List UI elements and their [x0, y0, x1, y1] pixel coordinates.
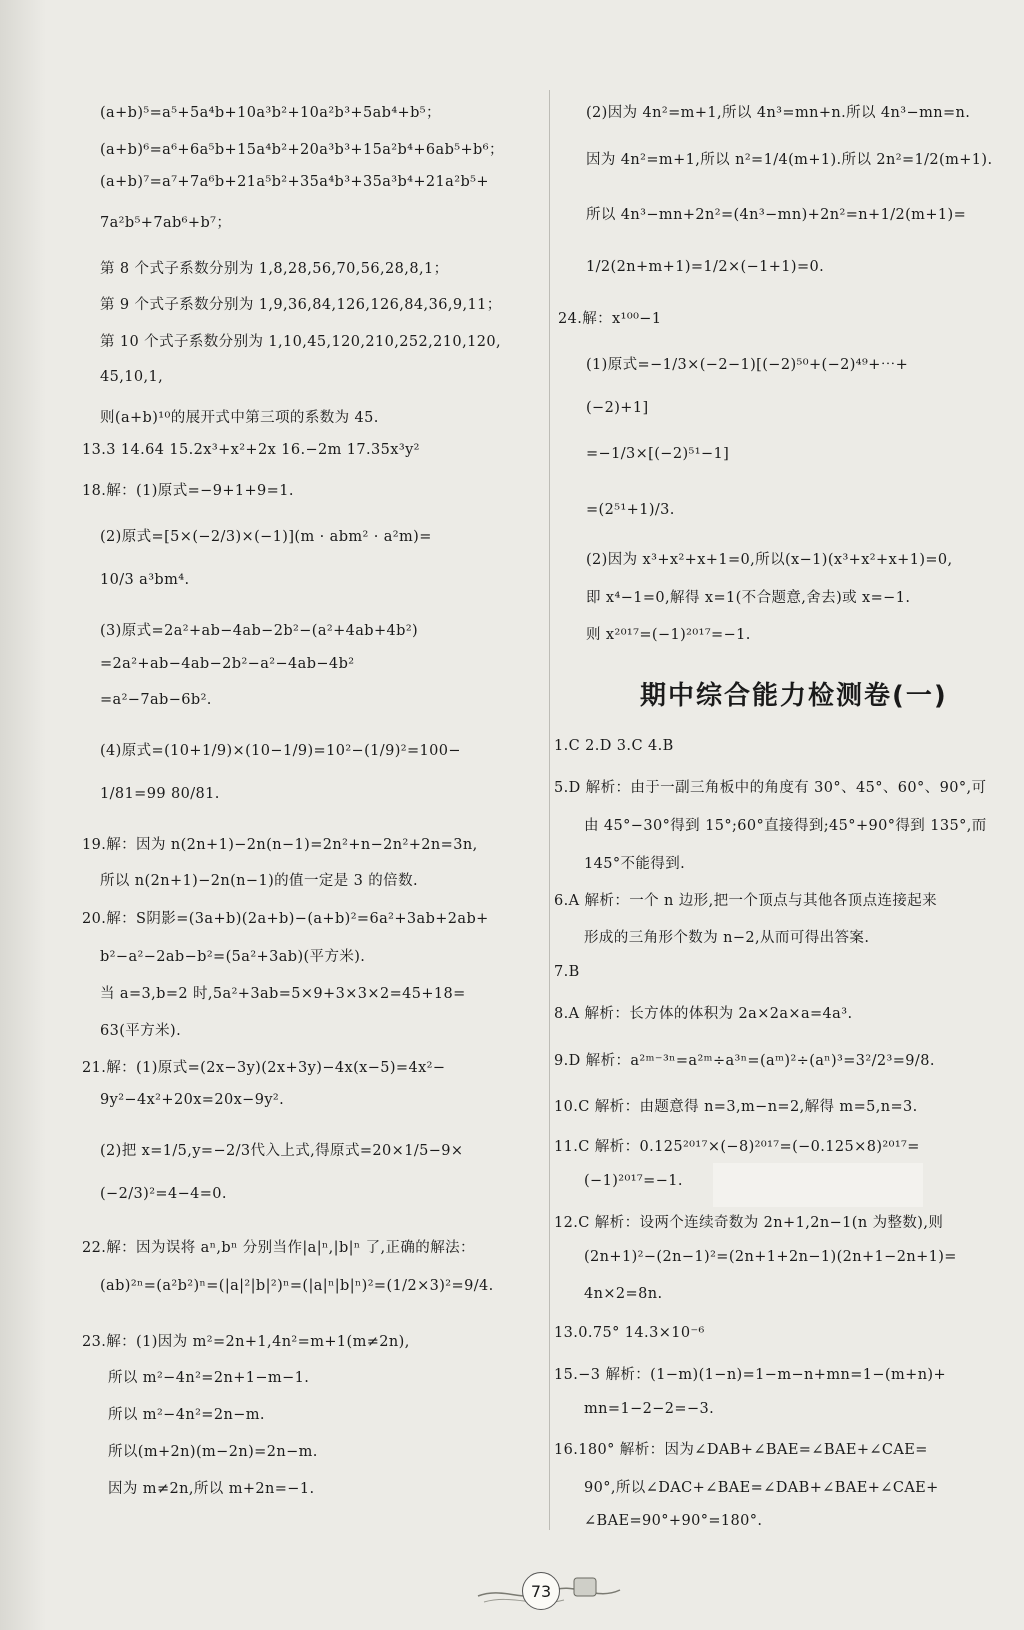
blank-patch — [713, 1163, 923, 1207]
text-line: 9y²−4x²+20x=20x−9y². — [100, 1092, 285, 1108]
solution-line: 18.解：(1)原式=−9+1+9=1. — [82, 483, 294, 499]
text-line: (3)原式=2a²+ab−4ab−2b²−(a²+4ab+4b²) — [100, 623, 419, 639]
answer-line: 12.C 解析：设两个连续奇数为 2n+1,2n−1(n 为整数),则 — [554, 1215, 944, 1231]
answer-line: 13.0.75° 14.3×10⁻⁶ — [554, 1325, 705, 1341]
answer-line: 13.3 14.64 15.2x³+x²+2x 16.−2m 17.35x³y² — [82, 442, 420, 458]
answer-line: 15.−3 解析：(1−m)(1−n)=1−m−n+mn=1−(m+n)+ — [554, 1367, 947, 1383]
text-line: (2n+1)²−(2n−1)²=(2n+1+2n−1)(2n+1−2n+1)= — [584, 1249, 957, 1265]
text-line: 10/3 a³bm⁴. — [100, 572, 190, 588]
text-line: 4n×2=8n. — [584, 1286, 663, 1302]
text-line: (1)原式=−1/3×(−2−1)[(−2)⁵⁰+(−2)⁴⁹+⋯+ — [586, 357, 909, 373]
text-line: (a+b)⁷=a⁷+7a⁶b+21a⁵b²+35a⁴b³+35a³b⁴+21a²b⁵+ — [100, 174, 489, 190]
text-line: 则 x²⁰¹⁷=(−1)²⁰¹⁷=−1. — [586, 627, 751, 643]
text-line: 形成的三角形个数为 n−2,从而可得出答案. — [584, 930, 870, 946]
solution-line: 20.解：S阴影=(3a+b)(2a+b)−(a+b)²=6a²+3ab+2ab+ — [82, 911, 489, 927]
column-divider — [549, 90, 550, 1530]
text-line: 当 a=3,b=2 时,5a²+3ab=5×9+3×3×2=45+18= — [100, 986, 466, 1002]
text-line: (ab)²ⁿ=(a²b²)ⁿ=(|a|²|b|²)ⁿ=(|a|ⁿ|b|ⁿ)²=(1/2×3)²=9/4. — [100, 1278, 494, 1294]
solution-line: 19.解：因为 n(2n+1)−2n(n−1)=2n²+n−2n²+2n=3n, — [82, 837, 478, 853]
text-line: mn=1−2−2=−3. — [584, 1401, 715, 1417]
page-number: 73 — [522, 1572, 560, 1610]
answer-line: 9.D 解析：a²ᵐ⁻³ⁿ=a²ᵐ÷a³ⁿ=(aᵐ)²÷(aⁿ)³=3²/2³=9/8. — [554, 1053, 935, 1069]
text-line: 7a²b⁵+7ab⁶+b⁷； — [100, 215, 232, 231]
answer-line: 10.C 解析：由题意得 n=3,m−n=2,解得 m=5,n=3. — [554, 1099, 918, 1115]
text-line: (2)因为 x³+x²+x+1=0,所以(x−1)(x³+x²+x+1)=0, — [586, 552, 953, 568]
text-line: 145°不能得到. — [584, 856, 686, 872]
section-heading: 期中综合能力检测卷(一) — [640, 681, 948, 711]
answer-line: 8.A 解析：长方体的体积为 2a×2a×a=4a³. — [554, 1006, 853, 1022]
solution-line: 21.解：(1)原式=(2x−3y)(2x+3y)−4x(x−5)=4x²− — [82, 1060, 446, 1076]
solution-line: 22.解：因为误将 aⁿ,bⁿ 分别当作|a|ⁿ,|b|ⁿ 了,正确的解法： — [82, 1240, 475, 1256]
text-line: 1/2(2n+m+1)=1/2×(−1+1)=0. — [586, 259, 825, 275]
text-line: (−1)²⁰¹⁷=−1. — [584, 1173, 683, 1189]
text-line: 1/81=99 80/81. — [100, 786, 220, 802]
answer-line: 6.A 解析：一个 n 边形,把一个顶点与其他各顶点连接起来 — [554, 893, 938, 909]
text-line: 所以 n(2n+1)−2n(n−1)的值一定是 3 的倍数. — [100, 873, 418, 889]
text-line: 即 x⁴−1=0,解得 x=1(不合题意,舍去)或 x=−1. — [586, 590, 911, 606]
solution-line: 24.解：x¹⁰⁰−1 — [558, 311, 662, 327]
text-line: b²−a²−2ab−b²=(5a²+3ab)(平方米). — [100, 949, 366, 965]
answer-line: 5.D 解析：由于一副三角板中的角度有 30°、45°、60°、90°,可 — [554, 780, 987, 796]
text-line: (2)把 x=1/5,y=−2/3代入上式,得原式=20×1/5−9× — [100, 1143, 464, 1159]
text-line: 因为 m≠2n,所以 m+2n=−1. — [108, 1481, 315, 1497]
text-line: =a²−7ab−6b². — [100, 692, 212, 708]
text-line: 因为 4n²=m+1,所以 n²=1/4(m+1).所以 2n²=1/2(m+1). — [586, 152, 993, 168]
text-line: 所以 m²−4n²=2n−m. — [108, 1407, 265, 1423]
text-line: 第 10 个式子系数分别为 1,10,45,120,210,252,210,120, — [100, 334, 501, 350]
answer-line: 7.B — [554, 964, 580, 980]
text-line: =−1/3×[(−2)⁵¹−1] — [586, 446, 730, 462]
text-line: 90°,所以∠DAC+∠BAE=∠DAB+∠BAE+∠CAE+ — [584, 1480, 939, 1496]
text-line: 所以 m²−4n²=2n+1−m−1. — [108, 1370, 310, 1386]
answer-line: 11.C 解析：0.125²⁰¹⁷×(−8)²⁰¹⁷=(−0.125×8)²⁰¹⁷= — [554, 1139, 920, 1155]
text-line: 第 9 个式子系数分别为 1,9,36,84,126,126,84,36,9,11； — [100, 297, 502, 313]
answer-line: 16.180° 解析：因为∠DAB+∠BAE=∠BAE+∠CAE= — [554, 1442, 928, 1458]
text-line: (a+b)⁶=a⁶+6a⁵b+15a⁴b²+20a³b³+15a²b⁴+6ab⁵+b⁶； — [100, 142, 504, 158]
text-line: (a+b)⁵=a⁵+5a⁴b+10a³b²+10a²b³+5ab⁴+b⁵； — [100, 105, 441, 121]
solution-line: 23.解：(1)因为 m²=2n+1,4n²=m+1(m≠2n), — [82, 1334, 410, 1350]
text-line: (2)因为 4n²=m+1,所以 4n³=mn+n.所以 4n³−mn=n. — [586, 105, 971, 121]
text-line: 由 45°−30°得到 15°;60°直接得到;45°+90°得到 135°,而 — [584, 818, 987, 834]
text-line: 所以(m+2n)(m−2n)=2n−m. — [108, 1444, 318, 1460]
text-line: (2)原式=[5×(−2/3)×(−1)](m · abm² · a²m)= — [100, 529, 432, 545]
text-line: 所以 4n³−mn+2n²=(4n³−mn)+2n²=n+1/2(m+1)= — [586, 207, 967, 223]
text-line: 第 8 个式子系数分别为 1,8,28,56,70,56,28,8,1； — [100, 261, 449, 277]
text-line: 则(a+b)¹⁰的展开式中第三项的系数为 45. — [100, 410, 379, 426]
text-line: (−2)+1] — [586, 400, 649, 416]
text-line: 45,10,1, — [100, 369, 164, 385]
text-line: =(2⁵¹+1)/3. — [586, 502, 675, 518]
answer-line: 1.C 2.D 3.C 4.B — [554, 738, 674, 754]
text-line: (4)原式=(10+1/9)×(10−1/9)=10²−(1/9)²=100− — [100, 743, 461, 759]
text-line: ∠BAE=90°+90°=180°. — [584, 1513, 763, 1529]
text-line: (−2/3)²=4−4=0. — [100, 1186, 227, 1202]
text-line: 63(平方米). — [100, 1023, 182, 1039]
page-binding-shadow — [0, 0, 46, 1630]
text-line: =2a²+ab−4ab−2b²−a²−4ab−4b² — [100, 656, 355, 672]
